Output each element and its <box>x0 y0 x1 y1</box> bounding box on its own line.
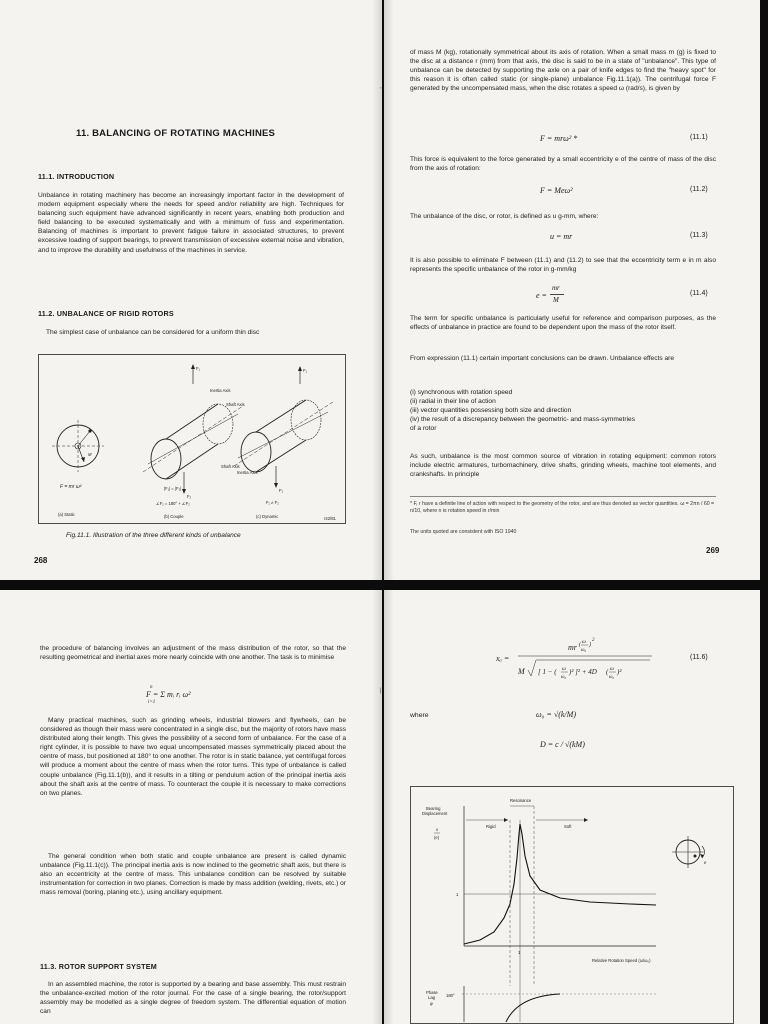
phase-tick-180: 180° <box>446 993 455 998</box>
omega-natural-equation: ω₀ = √(k/M) <box>536 710 576 719</box>
unbalance-figure <box>38 354 346 524</box>
equation-11-2: F = Meω² <box>540 186 573 195</box>
svg-text:(: ( <box>606 668 609 676</box>
force-f1-label-b: F₁ <box>196 366 200 371</box>
list-item: (i) synchronous with rotation speed <box>410 389 513 396</box>
list-item: (iii) vector quantities possessing both size and direction <box>410 407 572 415</box>
unbalance-effects-list <box>410 388 635 433</box>
resonance-label: Resonance <box>510 798 532 803</box>
sum-upper-limit: n <box>150 685 153 690</box>
page-268 <box>0 0 382 580</box>
caption-c-dynamic: (c) Dynamic <box>256 514 279 519</box>
paragraph-vibration-source: As such, unbalance is the most common source of vibration in rotating equipment: common rotors include electric armatures, turbomachinery, drive shafts, grinding wheels, machine tool elements, and crankshafts. In principle <box>410 453 716 479</box>
chapter-title: 11. BALANCING OF ROTATING MACHINES <box>76 128 276 139</box>
damping-equation: D = c / √(kM) <box>540 740 585 749</box>
y-label-bearing: Bearing <box>426 806 441 811</box>
paragraph-balancing-procedure: the procedure of balancing involves an adjustment of the mass distribution of the rotor, so that the resulting geometrical and inertial axes more nearly coincide with one another. The task is to minimise <box>40 645 346 662</box>
svg-text:)²: )² <box>617 668 622 676</box>
equation-11-4-numerator: mr <box>552 284 560 292</box>
svg-text:): ) <box>589 642 591 648</box>
mass-label: M <box>88 452 92 457</box>
page-271 <box>380 590 760 1024</box>
y-tick-one: 1 <box>456 892 459 897</box>
rigid-paragraph: The simplest case of unbalance can be considered for a uniform thin disc <box>46 329 260 336</box>
section-heading-introduction: 11.1. INTRODUCTION <box>38 172 115 181</box>
resonance-graph <box>410 786 734 1024</box>
margin-mark: , <box>380 84 382 90</box>
equation-11-4-lhs: e = <box>536 291 547 300</box>
section-heading-rigid-rotors: 11.2. UNBALANCE OF RIGID ROTORS <box>38 309 174 318</box>
paragraph-dynamic-unbalance: The general condition when both static and couple unbalance are present is called dynamic unbalance (Fig.11.1(c)). The principal inertia axis is now inclined to the geometric shaft axis, but there is also an eccentricity at the centre of mass. This unbalance condition can be resolved by suitable instrumentation for correction in two planes. Correction is made by mass addition (welding, rivets, etc.) or mass removal (boring, planing etc.), using ancillary equipment. <box>40 853 347 897</box>
equation-number-11-6: (11.6) <box>690 654 708 661</box>
sum-equation: F = Σ mᵢ rᵢ ω² <box>146 690 191 699</box>
svg-text:(: ( <box>579 642 581 648</box>
couple-equation-1: |F₁| = |F₂| <box>164 486 182 491</box>
phase-label: Phase <box>426 990 438 995</box>
x-axis-label: Relative Rotation Speed (ω/ω₀) <box>592 958 651 963</box>
paragraph-unbalance-definition: of mass M (kg), rotationally symmetrical about its axis of rotation. When a small mass m (g) is fixed to the disc at a distance r (mm) from that axis, the disc is said to be in a state of "unbalance". This type of unbalance can be detected by supporting the axle on a pair of knife edges to find the "heavy spot" for this reason it is often called static (or single-plane) unbalance Fig.11.1(a)). The centrifugal force F generated by the uncompensated mass, when the disc rotates a speed ω (rad/s), is given by <box>410 49 716 93</box>
equation-11-4-denominator: M <box>553 296 559 304</box>
caption-b-couple: (b) Couple <box>164 514 184 519</box>
footnote-vector: * F, r have a definite line of action with respect to the geometry of the rotor, and are thus denoted as vector quantities. ω = 2πn / 60 = n/10, where n is rotation speed in r/min <box>410 501 715 514</box>
phi-label: φ <box>430 1001 433 1006</box>
paragraph-conclusions: From expression (11.1) certain important conclusions can be drawn. Unbalance effects are <box>410 355 675 362</box>
svg-text:ω: ω <box>562 666 566 672</box>
fraction-bar <box>550 294 564 295</box>
intro-paragraph: Unbalance in rotating machinery has become an increasingly important factor in the development of modern equipment especially where the needs for speed and/or reliability are high. Techniques for balancing such equipment have advanced significantly in recent years, enabling both production and field balancing to be executed systematically and with a minimum of fuss and experimentation. Balancing of machines is important to prevent fatigue failure in associated structures, to prevent excessive loading of support bearings, to prevent transmission of excessive external noise and vibration, and to improve the durability and usefulness of the machines in service. <box>38 192 344 254</box>
static-equation: F = mr ω² <box>60 484 82 490</box>
amplitude-curve <box>464 824 656 944</box>
equation-number-11-1: (11.1) <box>690 134 708 141</box>
margin-mark: | <box>380 688 382 694</box>
soft-label: Soft <box>564 824 572 829</box>
svg-text:ω₀: ω₀ <box>609 675 615 680</box>
paragraph-eccentricity: This force is equivalent to the force generated by a small eccentricity e of the centre of mass of the disc from the axis of rotation: <box>410 156 716 173</box>
paragraph-unbalance-rotor: The unbalance of the disc, or rotor, is defined as u g-mm, where: <box>410 213 599 220</box>
eccentricity-label: e <box>704 860 707 865</box>
phase-curve <box>506 994 560 1022</box>
svg-text:2: 2 <box>592 638 595 643</box>
svg-text:mr: mr <box>568 643 577 652</box>
equation-number-11-2: (11.2) <box>690 186 708 193</box>
dynamic-equation: F₁ ≠ F₂ <box>266 500 279 505</box>
equation-11-6-fraction <box>516 632 656 688</box>
paragraph-eliminate-f: It is also possible to eliminate F between (11.1) and (11.2) to see that the eccentricity term e in m also represents the specific unbalance of the rotor in g-mm/kg <box>410 257 716 274</box>
couple-cylinder-drawing <box>143 364 243 494</box>
svg-text:)² ]² + 4D: )² ]² + 4D <box>569 668 597 676</box>
gutter-shadow <box>384 590 394 1024</box>
svg-text:ω₀: ω₀ <box>581 648 587 653</box>
lag-label: Lag <box>428 995 435 1000</box>
shaft-axis-label: Shaft Axis <box>226 402 245 407</box>
footnote-rule <box>410 496 716 497</box>
y-fraction-top: x <box>436 827 439 832</box>
footnote-units: The units quoted are consistent with ISO 1940 <box>410 529 517 535</box>
svg-text:M: M <box>518 667 525 676</box>
paragraph-specific-unbalance: The term for specific unbalance is particularly useful for reference and comparison purposes, as the effects of unbalance in practice are found to be dependent upon the mass of the rotor itself. <box>410 315 716 332</box>
equation-number-11-3: (11.3) <box>690 232 708 239</box>
list-item: of a rotor <box>410 425 437 433</box>
force-f2-label-c: F₂ <box>279 488 284 493</box>
equation-number-11-4: (11.4) <box>690 290 708 297</box>
page-270 <box>0 590 382 1024</box>
gutter-shadow <box>372 590 382 1024</box>
equation-11-6-lhs: xₐ = <box>496 654 510 663</box>
page-269 <box>380 0 760 580</box>
svg-text:ω₀: ω₀ <box>561 675 567 680</box>
section-heading-rotor-support: 11.3. ROTOR SUPPORT SYSTEM <box>40 962 157 971</box>
svg-text:[ 1 − (: [ 1 − ( <box>538 668 557 676</box>
page-number-268: 268 <box>34 556 48 565</box>
force-f2-label-b: F₂ <box>187 494 192 499</box>
figure-caption: Fig.11.1. Illustration of the three different kinds of unbalance <box>66 532 241 539</box>
static-disc-drawing <box>52 420 104 472</box>
list-item: (iv) the result of a discrepancy between the geometric- and mass-symmetries <box>410 416 636 424</box>
sum-lower-limit: i=1 <box>148 700 156 705</box>
paragraph-rotor-support: In an assembled machine, the rotor is supported by a bearing and base assembly. This must restrain the unbalance-excited motion of the rotor journal. For the case of a single bearing, the rotor/support assembly may be modelled as a single degree of freedom system. The differential equation of motion can <box>40 981 346 1016</box>
where-label: where <box>410 712 429 719</box>
force-f1-label-c: F₁ <box>303 368 307 373</box>
figure-reference: r42/81 <box>324 516 336 521</box>
couple-equation-2: ∠F₁ = 180° + ∠F₂ <box>156 501 190 506</box>
svg-text:ω: ω <box>610 666 614 672</box>
rotor-icon <box>672 836 705 868</box>
equation-11-3: u = mr <box>550 232 573 241</box>
paragraph-couple-unbalance: Many practical machines, such as grinding wheels, industrial blowers and flywheels, can be considered as though their mass were concentrated in a single disc, but the majority of rotors have mass distributed along their length. This gives the possibility of a second form of unbalance. For the case of a right cylinder, it is possible to have two equal uncompensated masses symmetrically placed about the centre of mass, but positioned at 180° to one another. The rotor is in static balance, yet centrifugal forces will produce a moment about the centre of mass when the rotor turns. This type of unbalance is called couple unbalance (Fig.11.1(b)), and it results in a tilting or pendulum action of the principal inertia axis about the shaft axis at the centre of mass. To counteract the couple it is necessary to make corrections on two planes. <box>40 717 346 797</box>
page-number-269: 269 <box>706 546 720 555</box>
y-fraction-bottom: (e) <box>434 835 440 840</box>
inertia-axis-label-2: Inertia Axis <box>237 470 258 475</box>
y-label-displacement: Displacement <box>422 811 448 816</box>
shaft-axis-label-2: Shaft Axis <box>221 464 240 469</box>
caption-a-static: (a) Static <box>58 512 75 517</box>
gutter-shadow <box>384 0 394 580</box>
equation-11-1: F = mrω² * <box>540 134 578 143</box>
rigid-label: Rigid <box>486 824 496 829</box>
list-item: (ii) radial in their line of action <box>410 398 496 406</box>
inertia-axis-label: Inertia Axis <box>210 388 231 393</box>
svg-text:ω: ω <box>582 639 586 645</box>
x-tick-one: 1 <box>518 950 521 955</box>
